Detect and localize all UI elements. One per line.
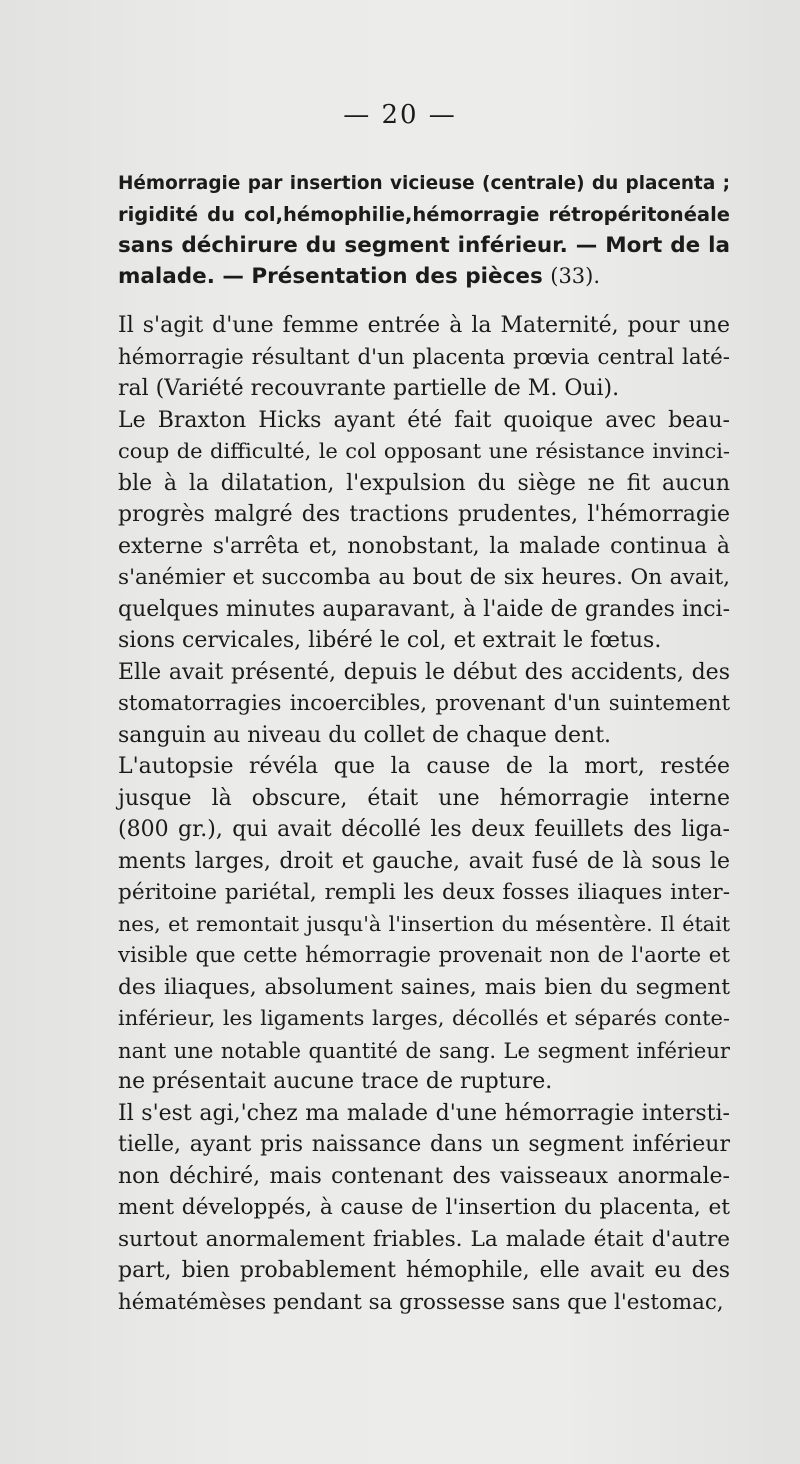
body-text: [118, 310, 730, 1318]
text-line: péritoine pariétal, rempli les deux fosses iliaques inter-: [118, 880, 730, 905]
text-line: ne présentait aucune trace de rupture.: [118, 1069, 553, 1094]
text-line: quelques minutes auparavant, à l'aide de grandes inci-: [118, 596, 730, 622]
text-line: (800 gr.), qui avait décollé les deux feuillets des liga-: [118, 817, 730, 842]
heading-line: Hémorragie par insertion vicieuse (centrale) du placenta ;: [118, 173, 730, 194]
text-line: ble à la dilatation, l'expulsion du siège ne fit aucun: [118, 470, 730, 496]
text-line: Il s'agit d'une femme entrée à la Maternité, pour une: [118, 313, 730, 338]
heading-line: malade. — Présentation des pièces: [118, 264, 543, 289]
text-line: hématémèses pendant sa grossesse sans que l'estomac,: [118, 1289, 724, 1315]
text-line: part, bien probablement hémophile, elle avait eu des: [118, 1258, 730, 1283]
text-line: ment développés, à cause de l'insertion du placenta, et: [118, 1195, 730, 1220]
text-line: coup de difficulté, le col opposant une résistance invinci-: [118, 439, 730, 463]
heading-line: rigidité du col,hémophilie,hémorragie rétropéritonéale: [118, 203, 730, 226]
paragraph: [118, 1098, 730, 1319]
heading-line: sans déchirure du segment inférieur. — Mort de la: [118, 233, 730, 258]
text-line: s'anémier et succomba au bout de six heures. On avait,: [118, 565, 730, 590]
text-line: tielle, ayant pris naissance dans un segment inférieur: [118, 1132, 730, 1157]
text-line: ral (Variété recouvrante partielle de M. Oui).: [118, 376, 620, 401]
paragraph: [118, 751, 730, 1098]
text-line: sions cervicales, libéré le col, et extrait le fœtus.: [118, 628, 662, 653]
text-line: ments larges, droit et gauche, avait fusé de là sous le: [118, 848, 730, 874]
section-heading: [118, 168, 730, 292]
text-line: sanguin au niveau du collet de chaque dent.: [118, 722, 612, 748]
text-line: surtout anormalement friables. La malade était d'autre: [118, 1226, 730, 1252]
text-line: externe s'arrêta et, nonobstant, la malade continua à: [118, 533, 730, 559]
text-line: Elle avait présenté, depuis le début des accidents, des: [118, 659, 730, 685]
page-number: — 20 —: [343, 100, 457, 130]
text-line: Il s'est agi,'chez ma malade d'une hémorragie intersti-: [118, 1100, 730, 1126]
paragraph: [118, 405, 730, 657]
text-line: nant une notable quantité de sang. Le segment inférieur: [118, 1037, 730, 1063]
text-line: L'autopsie révéla que la cause de la mort, restée: [118, 754, 730, 779]
text-line: hémorragie résultant d'un placenta prœvia central laté-: [118, 344, 730, 370]
text-line: nes, et remontait jusqu'à l'insertion du mésentère. Il était: [118, 911, 730, 936]
text-line: des iliaques, absolument saines, mais bien du segment: [118, 974, 730, 1000]
text-line: jusque là obscure, était une hémorragie interne: [118, 785, 730, 811]
paragraph: [118, 657, 730, 752]
heading-last-line: [118, 261, 730, 292]
text-line: visible que cette hémorragie provenait non de l'aorte et: [118, 943, 730, 968]
text-line: stomatorragies incoercibles, provenant d'un suintement: [118, 691, 730, 716]
text-line: Le Braxton Hicks ayant été fait quoique avec beau-: [118, 407, 730, 433]
text-line: progrès malgré des tractions prudentes, l'hémorragie: [118, 502, 730, 527]
heading-reference: (33).: [550, 264, 601, 288]
paragraph: [118, 310, 730, 405]
text-line: inférieur, les ligaments larges, décollés et séparés conte-: [118, 1006, 730, 1030]
text-line: non déchiré, mais contenant des vaisseaux anormale-: [118, 1163, 730, 1189]
